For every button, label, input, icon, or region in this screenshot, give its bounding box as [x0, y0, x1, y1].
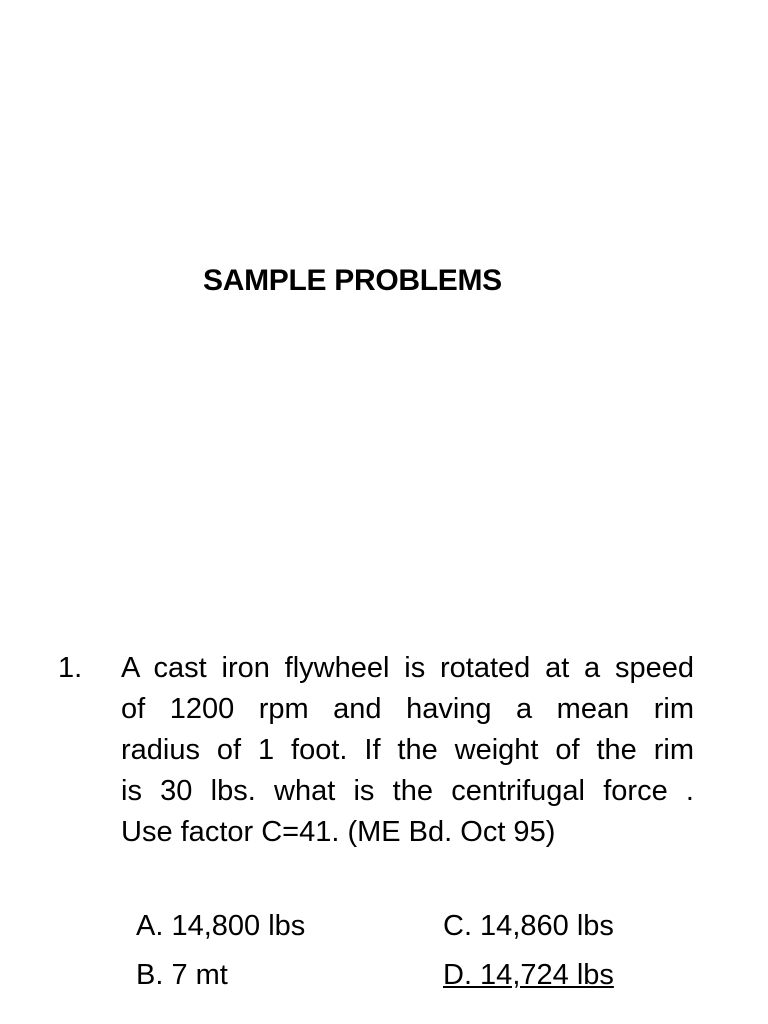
problem-number: 1. — [58, 652, 83, 684]
problem-line: radius of 1 foot. If the weight of the rim — [121, 734, 694, 766]
problem-line: is 30 lbs. what is the centrifugal force . — [121, 775, 694, 807]
choice-a: A. 14,800 lbs — [136, 910, 306, 942]
choice-d-correct-answer: D. 14,724 lbs — [443, 959, 614, 991]
choice-b: B. 7 mt — [136, 959, 228, 991]
problem-line: Use factor C=41. (ME Bd. Oct 95) — [121, 816, 556, 848]
problem-line: A cast iron flywheel is rotated at a speed — [121, 652, 694, 684]
page-title: SAMPLE PROBLEMS — [203, 264, 502, 297]
choice-c: C. 14,860 lbs — [443, 910, 614, 942]
problem-line: of 1200 rpm and having a mean rim — [121, 693, 694, 725]
problem-statement — [121, 648, 694, 853]
